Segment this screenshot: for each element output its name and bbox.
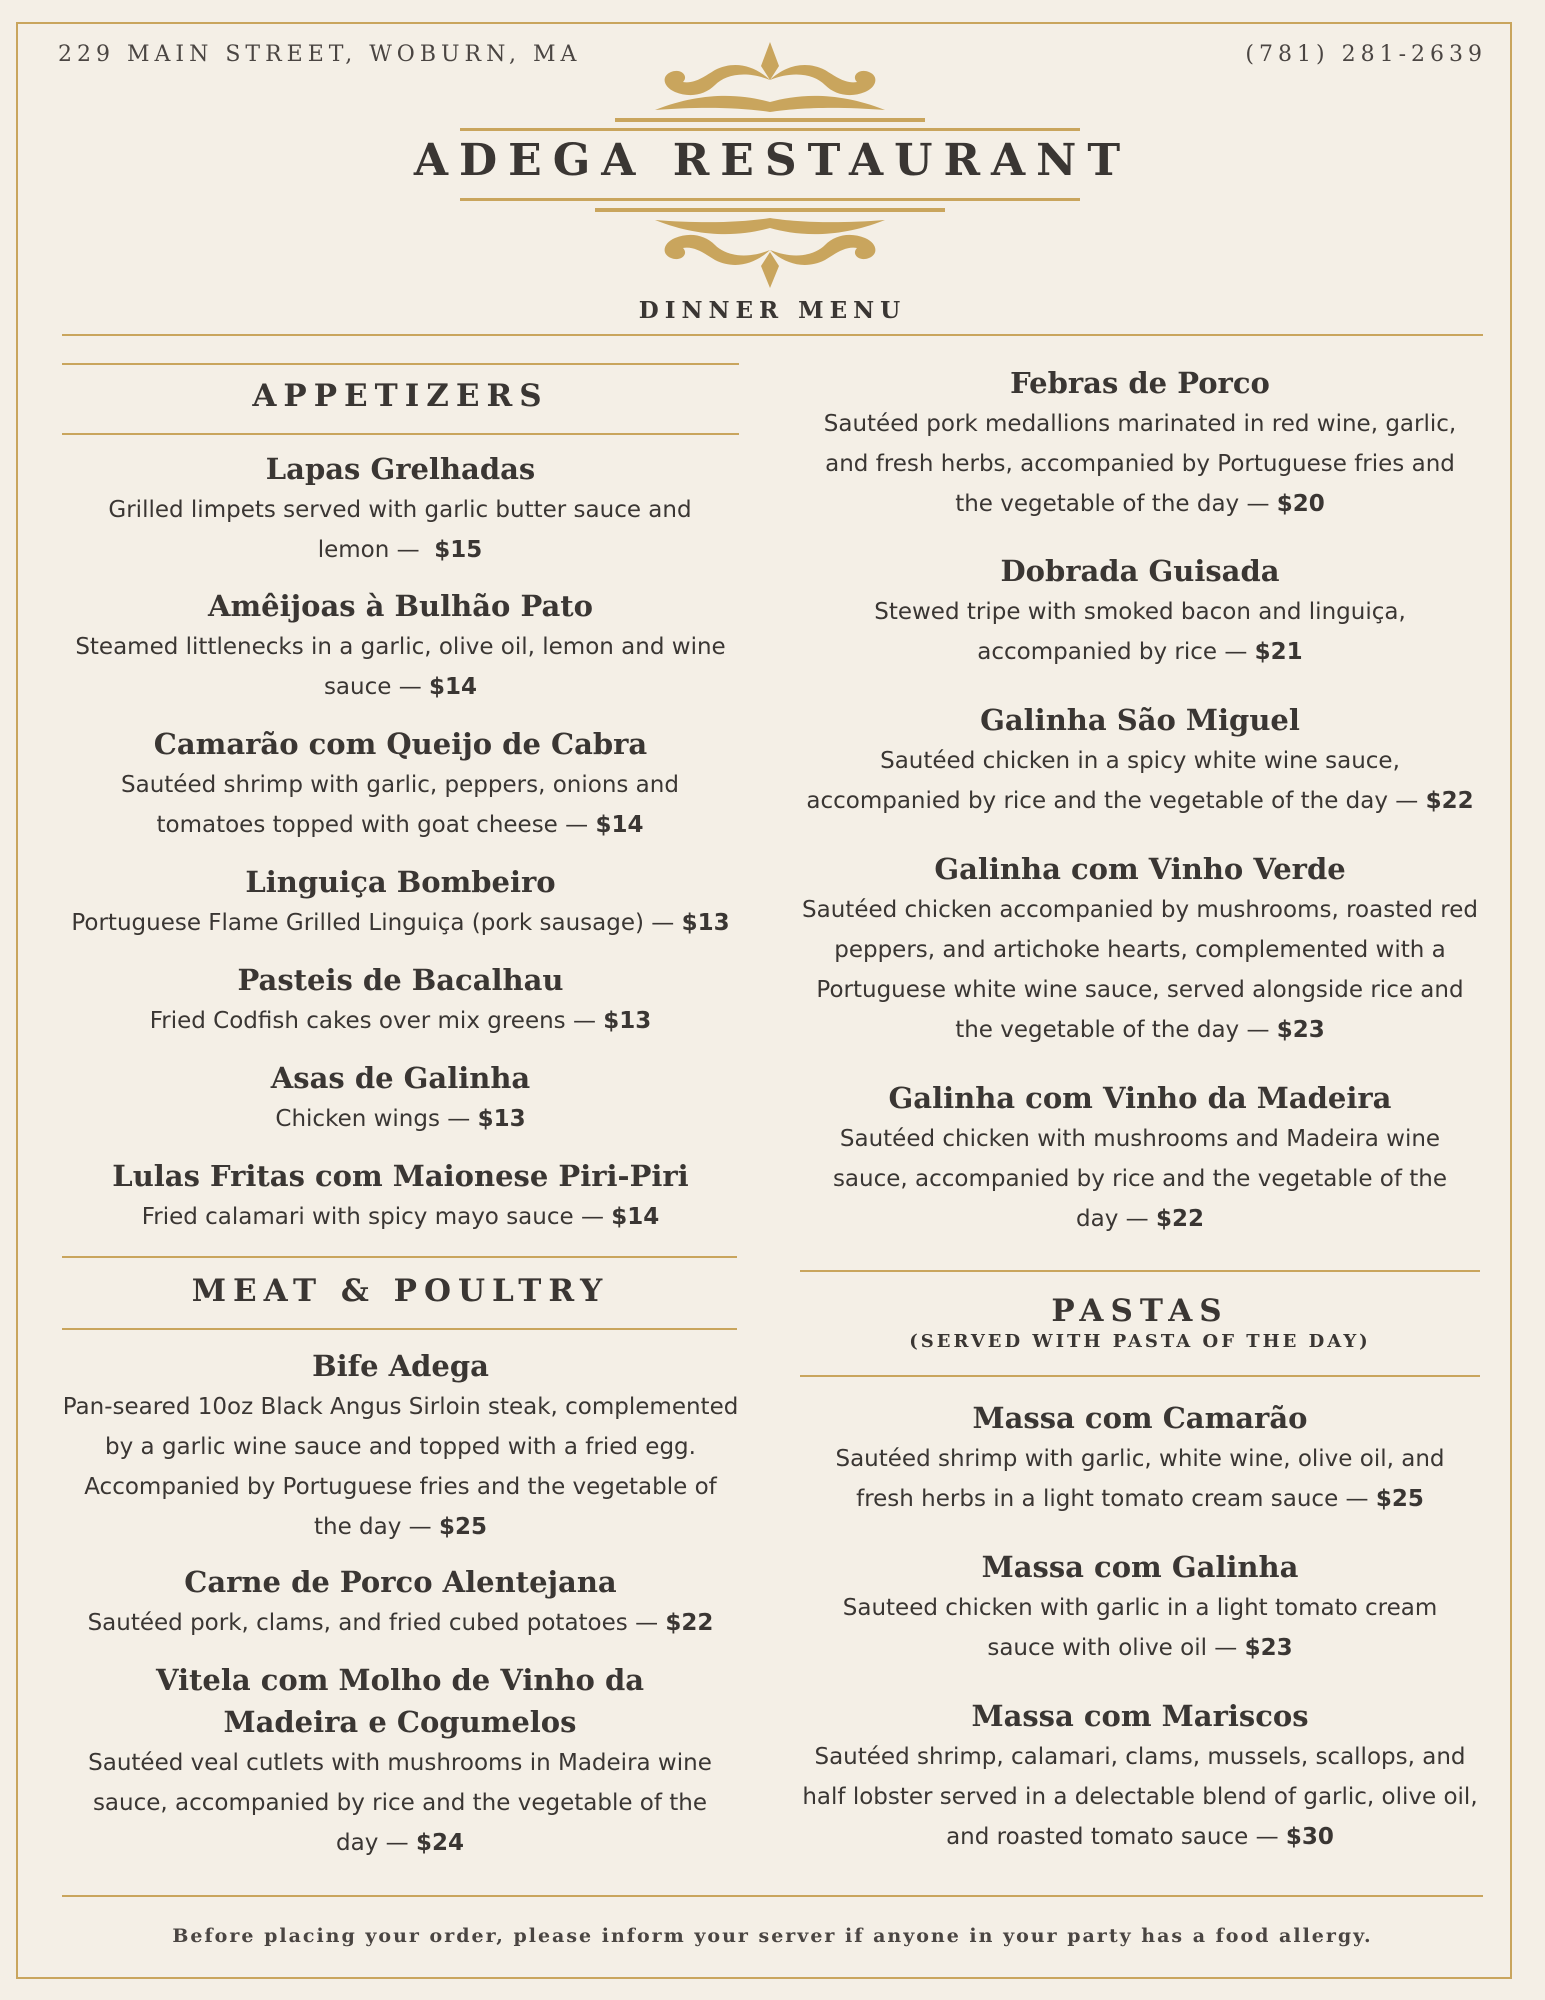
ornament-bottom-icon [555,200,985,290]
dish-price: $14 [429,674,478,700]
dish-price: $24 [415,1830,464,1856]
dish-description: Portuguese Flame Grilled Linguiça (pork sausage) — $13 [71,910,730,936]
dish-name: Linguiça Bombeiro [245,865,556,899]
dish-linguica-bombeiro [62,861,739,943]
dish-price: $21 [1254,639,1303,665]
dish-description: Fried Codfish cakes over mix greens — $13 [149,1008,652,1034]
dish-name: Dobrada Guisada [1000,554,1280,588]
dish-price: $20 [1276,491,1325,517]
ornament-top-icon [555,40,985,128]
dish-name: Camarão com Queijo de Cabra [153,727,648,761]
dish-bife-adega [62,1345,739,1547]
pastas-rule-bottom [800,1375,1480,1377]
restaurant-address: 229 MAIN STREET, WOBURN, MA [58,42,582,67]
appetizers-rule-top [62,363,739,365]
dish-price: $22 [1155,1206,1204,1232]
dish-name: Febras de Porco [1010,366,1270,400]
dish-name: Massa com Galinha [981,1550,1299,1584]
dish-camarao-queijo-cabra [62,723,739,845]
dish-lapas-grelhadas [62,448,739,570]
dish-price: $13 [603,1008,652,1034]
appetizers-rule-bottom [62,433,739,435]
restaurant-phone: (781) 281-2639 [1245,42,1487,67]
dish-name: Massa com Camarão [972,1401,1308,1435]
dish-description: Stewed tripe with smoked bacon and linguiça, accompanied by rice — $21 [874,599,1406,665]
dish-description: Sauteed chicken with garlic in a light tomato cream sauce with olive oil — $23 [842,1595,1438,1661]
dish-dobrada-guisada [800,550,1480,672]
header-divider [62,334,1483,336]
dish-name: Galinha com Vinho Verde [934,852,1346,886]
meat-rule-top [62,1256,737,1258]
dish-price: $25 [1375,1486,1424,1512]
dish-price: $23 [1244,1635,1293,1661]
dish-price: $13 [477,1106,526,1132]
dish-description: Sautéed pork, clams, and fried cubed potatoes — $22 [87,1610,714,1636]
dish-description: Grilled limpets served with garlic butter sauce and lemon — $15 [108,497,692,563]
dish-galinha-vinho-verde [800,848,1480,1050]
dish-description: Sautéed chicken in a spicy white wine sauce, accompanied by rice and the vegetable of the day — $22 [806,748,1474,814]
dish-description: Sautéed veal cutlets with mushrooms in Madeira wine sauce, accompanied by rice and the vegetable of the day — $24 [88,1750,712,1856]
dish-description: Sautéed pork medallions marinated in red wine, garlic, and fresh herbs, accompanied by Portuguese fries and the vegetable of the day — $20 [823,411,1457,517]
dish-name: Lapas Grelhadas [265,452,536,486]
menu-subtitle: DINNER MENU [638,297,907,324]
dish-name: Carne de Porco Alentejana [184,1565,617,1599]
dish-name: Vitela com Molho de Vinho da Madeira e Cogumelos [155,1663,645,1739]
dish-description: Chicken wings — $13 [275,1106,526,1132]
dish-price: $30 [1285,1824,1334,1850]
dish-price: $13 [681,910,730,936]
section-title-appetizers: APPETIZERS [252,378,549,414]
section-title-pastas [800,1293,1480,1352]
dish-febras-porco [800,362,1480,524]
dish-price: $14 [595,812,644,838]
allergy-note: Before placing your order, please inform your server if anyone in your party has a food allergy. [172,1925,1373,1947]
pastas-subtitle: (SERVED WITH PASTA OF THE DAY) [909,1331,1371,1352]
dish-description: Sautéed chicken accompanied by mushrooms, roasted red peppers, and artichoke hearts, complemented with a Portuguese white wine sauce, served alongside rice and the vegetable of the day — $23 [802,897,1478,1043]
dish-vitela-madeira [62,1659,739,1863]
dish-name: Massa com Mariscos [971,1699,1309,1733]
dish-price: $15 [434,537,483,563]
meat-rule-bottom [62,1328,737,1330]
dish-description: Sautéed shrimp, calamari, clams, mussels, scallops, and half lobster served in a delectable blend of garlic, olive oil, and roasted tomato sauce — $30 [802,1744,1478,1850]
dish-price: $22 [665,1610,714,1636]
dish-description: Sautéed shrimp with garlic, peppers, onions and tomatoes topped with goat cheese — $14 [121,772,679,838]
dish-price: $23 [1276,1017,1325,1043]
dish-ameijoas-bulhao-pato [62,585,739,707]
dish-lulas-fritas [62,1155,739,1237]
dish-description: Pan-seared 10oz Black Angus Sirloin steak, complemented by a garlic wine sauce and topped with a fried egg. Accompanied by Portuguese fries and the vegetable of the day — $25 [62,1394,739,1540]
dish-name: Galinha São Miguel [980,703,1300,737]
dish-name: Asas de Galinha [270,1061,531,1095]
dish-price: $22 [1425,788,1474,814]
dish-pasteis-bacalhau [62,959,739,1041]
restaurant-title: ADEGA RESTAURANT [413,135,1132,186]
dish-description: Sautéed shrimp with garlic, white wine, olive oil, and fresh herbs in a light tomato cream sauce — $25 [835,1446,1445,1512]
pastas-title: PASTAS [1051,1293,1229,1329]
dish-description: Sautéed chicken with mushrooms and Madeira wine sauce, accompanied by rice and the vegetable of the day — $22 [832,1126,1448,1232]
dish-name: Amêijoas à Bulhão Pato [207,589,594,623]
dish-price: $25 [438,1514,487,1540]
dish-price: $14 [611,1204,660,1230]
pastas-rule-top [800,1270,1480,1272]
footer-divider [62,1895,1483,1897]
dish-massa-mariscos [800,1695,1480,1857]
dish-name: Lulas Fritas com Maionese Piri-Piri [112,1159,689,1193]
section-title-meat-poultry: MEAT & POULTRY [191,1273,610,1309]
dish-massa-camarao [800,1397,1480,1519]
dish-massa-galinha [800,1546,1480,1668]
dish-name: Galinha com Vinho da Madeira [888,1081,1392,1115]
dish-carne-porco-alentejana [62,1561,739,1643]
dish-description: Steamed littlenecks in a garlic, olive oil, lemon and wine sauce — $14 [75,634,726,700]
dish-asas-galinha [62,1057,739,1139]
dish-name: Bife Adega [312,1349,489,1383]
dish-description: Fried calamari with spicy mayo sauce — $14 [141,1204,660,1230]
dish-name: Pasteis de Bacalhau [237,963,564,997]
title-rule-top [460,128,1080,131]
dish-galinha-vinho-madeira [800,1077,1480,1239]
dish-galinha-sao-miguel [800,699,1480,821]
